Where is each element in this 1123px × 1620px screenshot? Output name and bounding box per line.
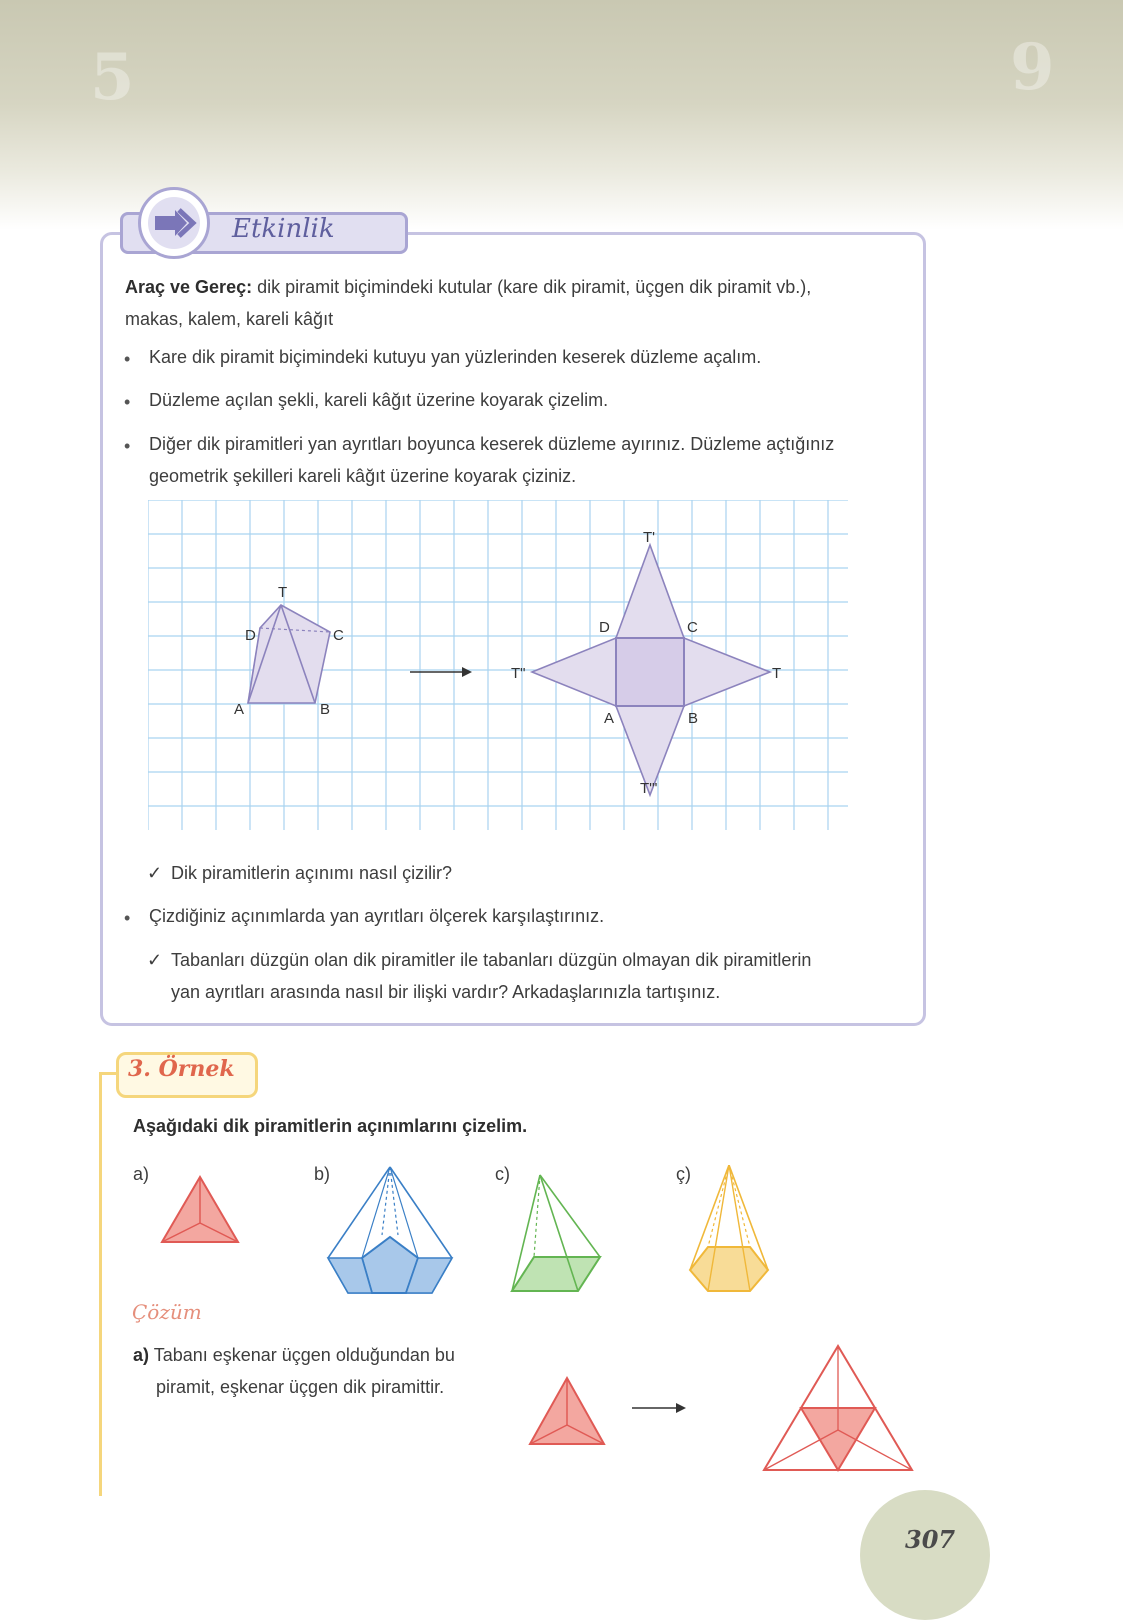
pyramid-net [532, 545, 770, 795]
header-decoration: 9 [1010, 30, 1055, 105]
checkmark-icon: ✓ [147, 863, 163, 883]
solution-a-line-2: piramit, eşkenar üçgen dik piramittir. [156, 1377, 445, 1397]
bullet-text-3: Diğer dik piramitleri yan ayrıtları boyunca keserek düzleme ayırınız. Düzleme açtığınız [149, 434, 835, 454]
net-label-right: T [772, 665, 782, 682]
net-label-b: B [688, 710, 699, 727]
example-label-c: c) [495, 1164, 510, 1184]
label-t: T [278, 584, 288, 601]
solution-pyramid [530, 1378, 604, 1444]
example-label-cc: ç) [676, 1164, 691, 1184]
header-decoration: 5 [90, 40, 135, 115]
pentagonal-pyramid-blue [328, 1167, 452, 1293]
bullet-icon: • [124, 436, 131, 456]
arrow-icon [632, 1403, 686, 1413]
materials-line-1 [125, 271, 811, 303]
materials-label: Araç ve Gereç: [125, 277, 253, 297]
example-label-b: b) [314, 1164, 331, 1184]
net-label-d: D [599, 619, 610, 636]
example-side-line [99, 1072, 102, 1496]
label-b: B [320, 701, 331, 718]
double-arrow-icon [141, 190, 207, 256]
bullet-icon: • [124, 908, 131, 928]
example-side-line-top [99, 1072, 117, 1075]
triangular-pyramid-red [162, 1177, 238, 1242]
materials-text: dik piramit biçimindeki kutular (kare dik piramit, üçgen dik piramit vb.), [252, 277, 812, 297]
label-c: C [333, 627, 344, 644]
bullet-text-4: Çizdiğiniz açınımlarda yan ayrıtları ölçerek karşılaştırınız. [149, 906, 605, 926]
rectangular-pyramid-green [512, 1175, 600, 1291]
hexagonal-pyramid-yellow [690, 1165, 768, 1291]
activity-icon [138, 187, 210, 259]
triangle-net [764, 1346, 912, 1470]
net-label-bottom: T'" [640, 780, 658, 797]
check-question-1: Dik piramitlerin açınımı nasıl çizilir? [171, 863, 453, 883]
example-prompt: Aşağıdaki dik piramitlerin açınımlarını çizelim. [133, 1116, 528, 1136]
bullet-text-3-cont: geometrik şekilleri kareli kâğıt üzerine koyarak çiziniz. [149, 466, 577, 486]
example-title: 3. Örnek [128, 1056, 235, 1082]
net-label-c: C [687, 619, 698, 636]
bullet-icon: • [124, 392, 131, 412]
net-label-a: A [604, 710, 615, 727]
bullet-icon: • [124, 349, 131, 369]
checkmark-icon: ✓ [147, 950, 163, 970]
net-label-left: T" [511, 665, 526, 682]
label-a: A [234, 701, 245, 718]
net-label-top: T' [643, 529, 656, 546]
example-label-a: a) [133, 1164, 150, 1184]
example-pyramids [150, 1165, 810, 1300]
bullet-text-1: Kare dik piramit biçimindeki kutuyu yan yüzlerinden keserek düzleme açalım. [149, 347, 762, 367]
check-question-2: Tabanları düzgün olan dik piramitler ile tabanları düzgün olmayan dik piramitlerin [171, 950, 812, 970]
arrow-icon [410, 667, 472, 677]
solution-a-text: Tabanı eşkenar üçgen olduğundan bu [149, 1345, 455, 1365]
bullet-text-2: Düzleme açılan şekli, kareli kâğıt üzerine koyarak çizelim. [149, 390, 609, 410]
solution-a-label: a) [133, 1345, 150, 1365]
page-number: 307 [905, 1525, 956, 1554]
grid-figure [148, 500, 866, 840]
activity-title: Etkinlik [232, 214, 335, 244]
label-d: D [245, 627, 256, 644]
check-question-2-cont: yan ayrıtları arasında nasıl bir ilişki vardır? Arkadaşlarınızla tartışınız. [171, 982, 721, 1002]
solution-title: Çözüm [132, 1300, 202, 1324]
solution-figure [520, 1340, 930, 1480]
materials-line-2: makas, kalem, kareli kâğıt [125, 309, 334, 329]
solution-a-line-1 [133, 1339, 455, 1371]
page-number-badge [860, 1490, 990, 1620]
